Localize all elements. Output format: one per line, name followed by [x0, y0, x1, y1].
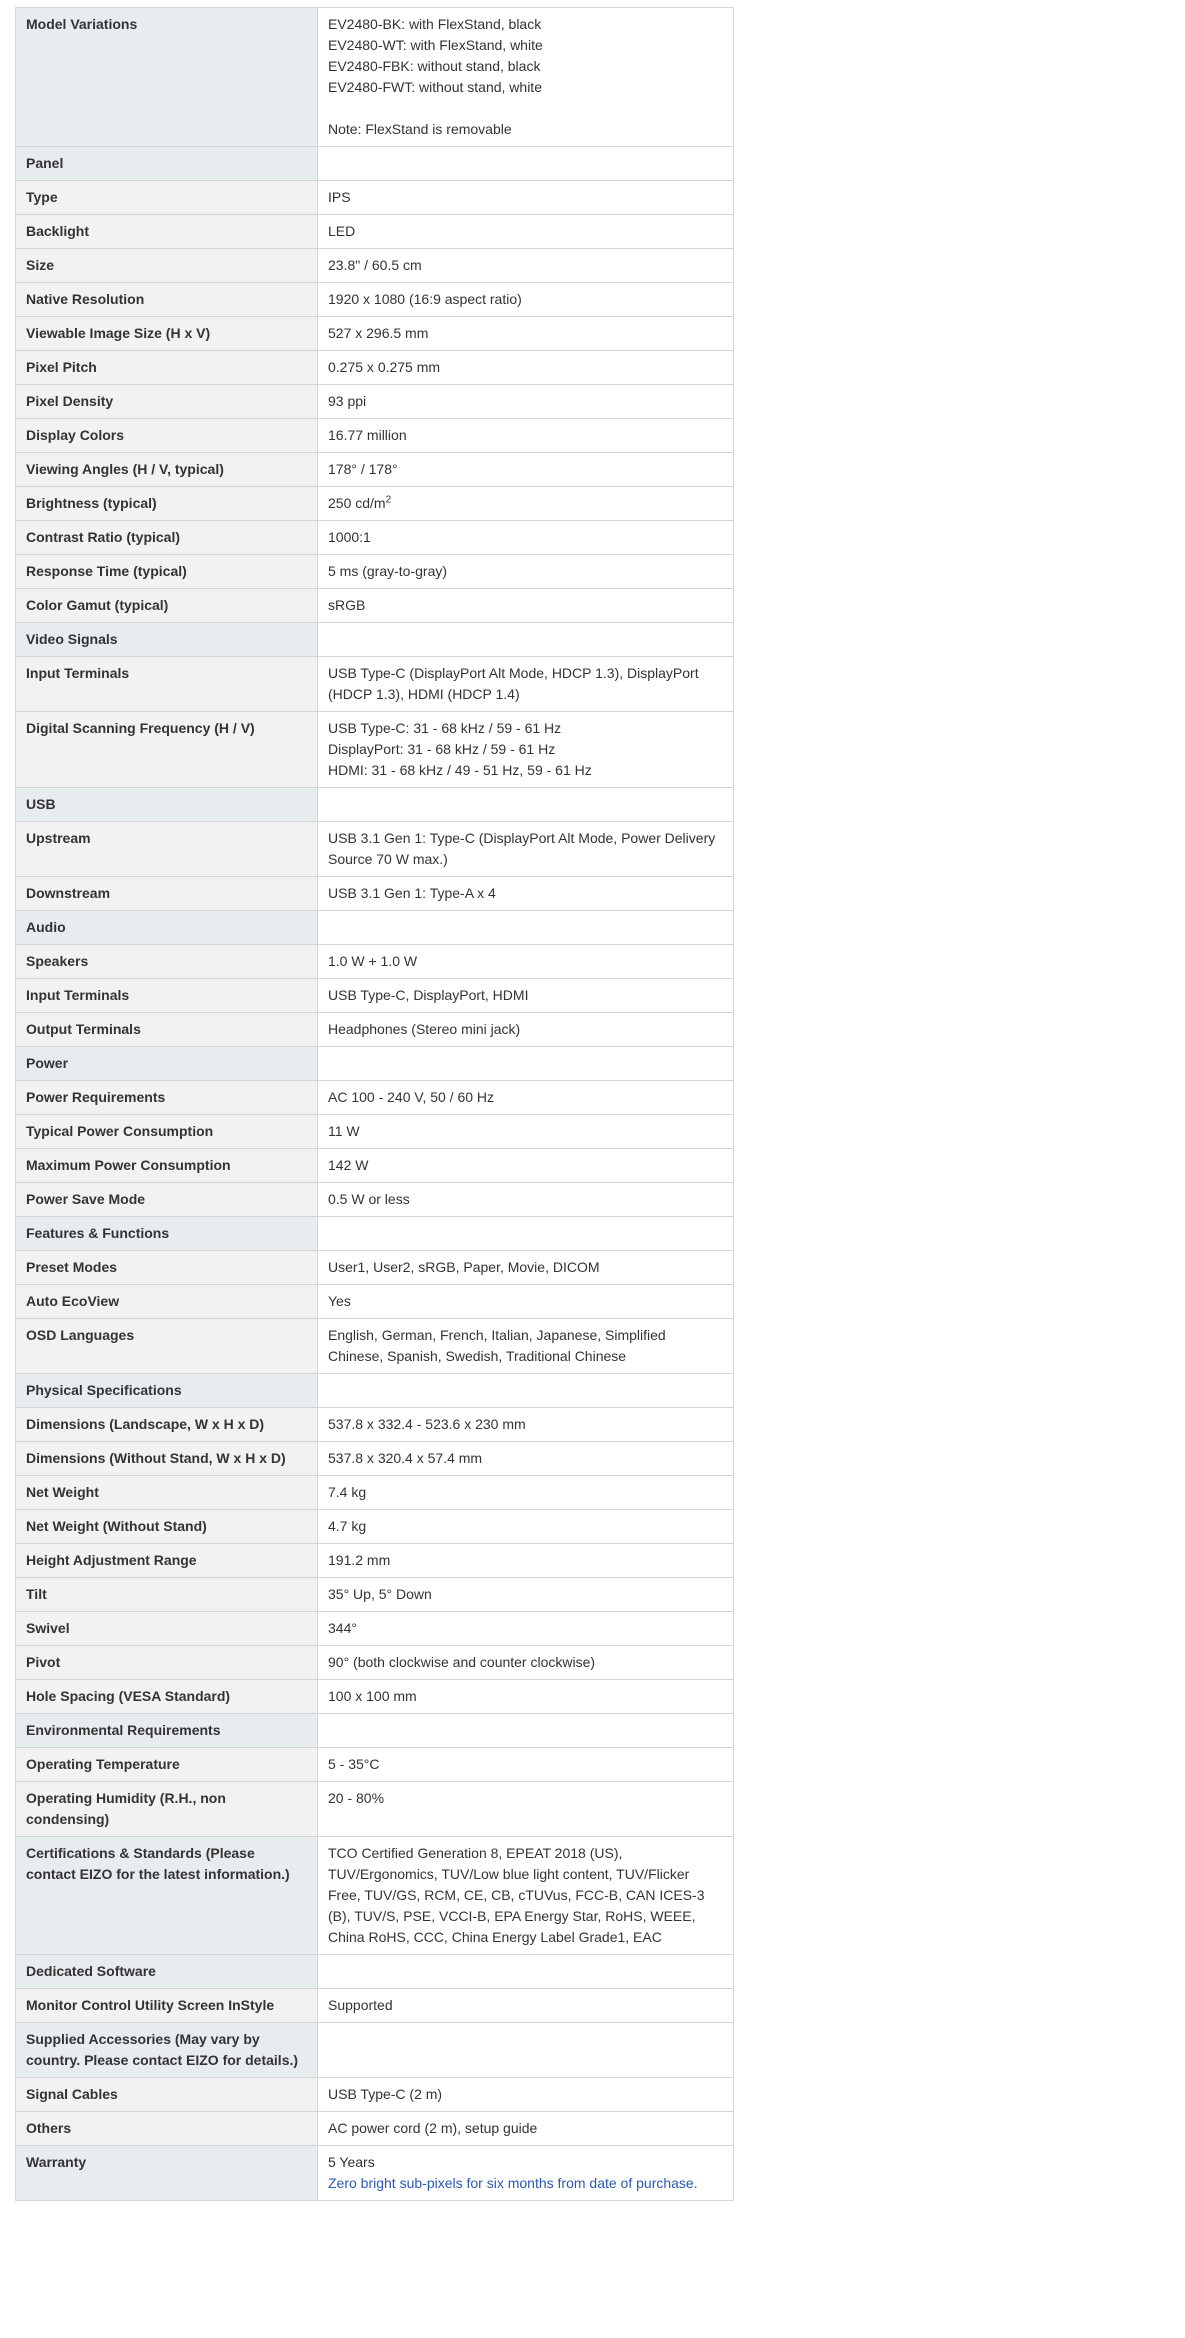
- spec-label: Viewing Angles (H / V, typical): [16, 453, 318, 487]
- spec-value: [318, 1646, 734, 1680]
- value-line: [328, 527, 723, 548]
- value-text: 35° Up, 5° Down: [328, 1586, 432, 1602]
- spec-row-type: [16, 181, 734, 215]
- value-line: [328, 1516, 723, 1537]
- spec-value: [318, 249, 734, 283]
- value-line: [328, 493, 723, 514]
- spec-label: Color Gamut (typical): [16, 589, 318, 623]
- spec-row-operating-temperature: [16, 1748, 734, 1782]
- spec-table-body: [16, 8, 734, 2201]
- spec-row-digital-scanning-frequency-h-v: [16, 712, 734, 788]
- value-text: AC 100 - 240 V, 50 / 60 Hz: [328, 1089, 495, 1105]
- spec-row-model-variations: [16, 8, 734, 147]
- value-text: 0.275 x 0.275 mm: [328, 359, 441, 375]
- spec-row-power-requirements: [16, 1081, 734, 1115]
- value-text: 11 W: [328, 1123, 360, 1139]
- spec-value: [318, 1748, 734, 1782]
- value-text: EV2480-WT: with FlexStand, white: [328, 37, 543, 53]
- value-line: [328, 1550, 723, 1571]
- spec-row-viewing-angles-h-v-typical: [16, 453, 734, 487]
- value-line: [328, 1482, 723, 1503]
- value-line: [328, 1155, 723, 1176]
- spec-row-brightness-typical: [16, 487, 734, 521]
- value-text: 1.0 W + 1.0 W: [328, 953, 418, 969]
- spec-row-backlight: [16, 215, 734, 249]
- value-blank-line: [328, 98, 723, 119]
- spec-value: [318, 1149, 734, 1183]
- spec-value: [318, 317, 734, 351]
- spec-value: [318, 351, 734, 385]
- spec-row-swivel: [16, 1612, 734, 1646]
- spec-label: Power Save Mode: [16, 1183, 318, 1217]
- spec-label: Net Weight: [16, 1476, 318, 1510]
- value-line: [328, 1584, 723, 1605]
- spec-row-height-adjustment-range: [16, 1544, 734, 1578]
- spec-row-tilt: [16, 1578, 734, 1612]
- spec-label: Downstream: [16, 877, 318, 911]
- spec-value: [318, 453, 734, 487]
- value-line: [328, 1885, 723, 1906]
- spec-value: [318, 1319, 734, 1374]
- spec-label: Auto EcoView: [16, 1285, 318, 1319]
- spec-value: [318, 555, 734, 589]
- spec-row-physical-specifications: [16, 1374, 734, 1408]
- value-line: [328, 1189, 723, 1210]
- spec-row-features-functions: [16, 1217, 734, 1251]
- value-text: 0.5 W or less: [328, 1191, 410, 1207]
- value-line: [328, 1864, 723, 1885]
- spec-value: [318, 1680, 734, 1714]
- spec-row-certifications-standards-please-contact-eizo-for-the-latest-information: [16, 1837, 734, 1955]
- value-text: Source 70 W max.): [328, 851, 448, 867]
- spec-row-maximum-power-consumption: [16, 1149, 734, 1183]
- spec-row-power: [16, 1047, 734, 1081]
- spec-label: Monitor Control Utility Screen InStyle: [16, 1989, 318, 2023]
- section-label: Dedicated Software: [16, 1955, 318, 1989]
- value-text: 4.7 kg: [328, 1518, 367, 1534]
- section-label: Features & Functions: [16, 1217, 318, 1251]
- value-text: 23.8" / 60.5 cm: [328, 257, 422, 273]
- spec-label: Swivel: [16, 1612, 318, 1646]
- spec-value: [318, 2146, 734, 2201]
- spec-row-video-signals: [16, 623, 734, 657]
- spec-value: [318, 283, 734, 317]
- section-label: Certifications & Standards (Please contact EIZO for the latest information.): [16, 1837, 318, 1955]
- spec-value: [318, 419, 734, 453]
- spec-label: Signal Cables: [16, 2078, 318, 2112]
- spec-label: Type: [16, 181, 318, 215]
- value-line: [328, 119, 723, 140]
- section-label: Physical Specifications: [16, 1374, 318, 1408]
- spec-label: Contrast Ratio (typical): [16, 521, 318, 555]
- value-text: (HDCP 1.3), HDMI (HDCP 1.4): [328, 686, 520, 702]
- value-text: EV2480-BK: with FlexStand, black: [328, 16, 542, 32]
- value-text: IPS: [328, 189, 351, 205]
- spec-value: [318, 215, 734, 249]
- value-line: [328, 718, 723, 739]
- spec-row-native-resolution: [16, 283, 734, 317]
- value-text: 93 ppi: [328, 393, 367, 409]
- value-line: [328, 77, 723, 98]
- spec-row-operating-humidity-r-h-non-condensing: [16, 1782, 734, 1837]
- spec-row-upstream: [16, 822, 734, 877]
- value-text: 5 Years: [328, 2154, 375, 2170]
- value-text: USB 3.1 Gen 1: Type-A x 4: [328, 885, 496, 901]
- value-text: 537.8 x 320.4 x 57.4 mm: [328, 1450, 483, 1466]
- spec-label: Native Resolution: [16, 283, 318, 317]
- spec-label: Pixel Density: [16, 385, 318, 419]
- value-line: [328, 1618, 723, 1639]
- value-line: [328, 1927, 723, 1948]
- spec-value: [318, 911, 734, 945]
- spec-label: Typical Power Consumption: [16, 1115, 318, 1149]
- spec-value: [318, 1251, 734, 1285]
- value-line: [328, 1087, 723, 1108]
- value-text: Yes: [328, 1293, 351, 1309]
- spec-value: [318, 1013, 734, 1047]
- spec-label: Operating Humidity (R.H., non condensing): [16, 1782, 318, 1837]
- value-text: 1920 x 1080 (16:9 aspect ratio): [328, 291, 522, 307]
- spec-row-response-time-typical: [16, 555, 734, 589]
- spec-row-pixel-density: [16, 385, 734, 419]
- value-text: USB Type-C: 31 - 68 kHz / 59 - 61 Hz: [328, 720, 562, 736]
- spec-label: Height Adjustment Range: [16, 1544, 318, 1578]
- value-text: User1, User2, sRGB, Paper, Movie, DICOM: [328, 1259, 600, 1275]
- spec-row-warranty: [16, 2146, 734, 2201]
- spec-row-dimensions-landscape-w-x-h-x-d: [16, 1408, 734, 1442]
- spec-row-preset-modes: [16, 1251, 734, 1285]
- spec-value: [318, 2078, 734, 2112]
- value-text: USB 3.1 Gen 1: Type-C (DisplayPort Alt Mode, Power Delivery: [328, 830, 716, 846]
- spec-label: Pivot: [16, 1646, 318, 1680]
- spec-row-contrast-ratio-typical: [16, 521, 734, 555]
- spec-value: [318, 788, 734, 822]
- value-text: Supported: [328, 1997, 393, 2013]
- value-text: (B), TUV/S, PSE, VCCI-B, EPA Energy Star, RoHS, WEEE,: [328, 1908, 696, 1924]
- spec-row-osd-languages: [16, 1319, 734, 1374]
- value-text: 178° / 178°: [328, 461, 398, 477]
- value-line: [328, 1843, 723, 1864]
- section-label: Supplied Accessories (May vary by country. Please contact EIZO for details.): [16, 2023, 318, 2078]
- spec-label: Operating Temperature: [16, 1748, 318, 1782]
- spec-row-color-gamut-typical: [16, 589, 734, 623]
- spec-label: Viewable Image Size (H x V): [16, 317, 318, 351]
- value-text: TCO Certified Generation 8, EPEAT 2018 (US),: [328, 1845, 623, 1861]
- spec-label: Pixel Pitch: [16, 351, 318, 385]
- spec-value: [318, 945, 734, 979]
- spec-row-output-terminals: [16, 1013, 734, 1047]
- value-line: [328, 391, 723, 412]
- spec-row-environmental-requirements: [16, 1714, 734, 1748]
- spec-label: Others: [16, 2112, 318, 2146]
- spec-value: [318, 1578, 734, 1612]
- spec-label: Preset Modes: [16, 1251, 318, 1285]
- value-text: USB Type-C, DisplayPort, HDMI: [328, 987, 529, 1003]
- spec-label: Backlight: [16, 215, 318, 249]
- value-text: Free, TUV/GS, RCM, CE, CB, cTUVus, FCC-B, CAN ICES-3: [328, 1887, 705, 1903]
- spec-label: Net Weight (Without Stand): [16, 1510, 318, 1544]
- value-text: EV2480-FWT: without stand, white: [328, 79, 542, 95]
- value-line: [328, 1788, 723, 1809]
- value-line: [328, 1346, 723, 1367]
- value-line: [328, 684, 723, 705]
- value-line: [328, 323, 723, 344]
- spec-row-usb: [16, 788, 734, 822]
- value-text: 1000:1: [328, 529, 371, 545]
- spec-value: [318, 1081, 734, 1115]
- value-text: AC power cord (2 m), setup guide: [328, 2120, 538, 2136]
- spec-row-display-colors: [16, 419, 734, 453]
- spec-label: Response Time (typical): [16, 555, 318, 589]
- spec-value: [318, 1408, 734, 1442]
- value-text: 537.8 x 332.4 - 523.6 x 230 mm: [328, 1416, 526, 1432]
- value-line: [328, 1906, 723, 1927]
- warranty-link[interactable]: Zero bright sub-pixels for six months from date of purchase.: [328, 2175, 698, 2191]
- spec-label: Display Colors: [16, 419, 318, 453]
- section-label: Model Variations: [16, 8, 318, 147]
- spec-value: [318, 8, 734, 147]
- value-line: [328, 828, 723, 849]
- spec-row-pixel-pitch: [16, 351, 734, 385]
- spec-label: Speakers: [16, 945, 318, 979]
- spec-label: Dimensions (Landscape, W x H x D): [16, 1408, 318, 1442]
- spec-value: [318, 1476, 734, 1510]
- value-line: [328, 561, 723, 582]
- value-text: China RoHS, CCC, China Energy Label Grade1, EAC: [328, 1929, 662, 1945]
- value-line: [328, 739, 723, 760]
- spec-value: [318, 487, 734, 521]
- spec-value: [318, 1544, 734, 1578]
- section-label: Power: [16, 1047, 318, 1081]
- spec-row-net-weight-without-stand: [16, 1510, 734, 1544]
- spec-value: [318, 1442, 734, 1476]
- spec-value: [318, 1955, 734, 1989]
- spec-row-others: [16, 2112, 734, 2146]
- value-line: [328, 2084, 723, 2105]
- value-line: [328, 595, 723, 616]
- spec-value: [318, 521, 734, 555]
- value-text: 5 ms (gray-to-gray): [328, 563, 448, 579]
- value-line: [328, 1686, 723, 1707]
- value-line: [328, 2118, 723, 2139]
- spec-row-panel: [16, 147, 734, 181]
- section-label: Panel: [16, 147, 318, 181]
- value-line: [328, 2152, 723, 2173]
- value-text: 344°: [328, 1620, 357, 1636]
- spec-value: [318, 712, 734, 788]
- value-text: DisplayPort: 31 - 68 kHz / 59 - 61 Hz: [328, 741, 556, 757]
- spec-value: [318, 589, 734, 623]
- value-text: 20 - 80%: [328, 1790, 385, 1806]
- spec-label: OSD Languages: [16, 1319, 318, 1374]
- value-text: TUV/Ergonomics, TUV/Low blue light content, TUV/Flicker: [328, 1866, 690, 1882]
- value-line: [328, 1754, 723, 1775]
- value-text: 7.4 kg: [328, 1484, 367, 1500]
- spec-label: Tilt: [16, 1578, 318, 1612]
- value-text: sRGB: [328, 597, 366, 613]
- value-text: EV2480-FBK: without stand, black: [328, 58, 541, 74]
- section-label: Environmental Requirements: [16, 1714, 318, 1748]
- value-line: [328, 221, 723, 242]
- spec-value: [318, 657, 734, 712]
- value-line: [328, 1291, 723, 1312]
- spec-value: [318, 623, 734, 657]
- value-text: 191.2 mm: [328, 1552, 391, 1568]
- spec-label: Brightness (typical): [16, 487, 318, 521]
- value-line: [328, 1019, 723, 1040]
- spec-label: Size: [16, 249, 318, 283]
- spec-value: [318, 2112, 734, 2146]
- spec-value: [318, 1115, 734, 1149]
- spec-value: [318, 1714, 734, 1748]
- value-text: LED: [328, 223, 356, 239]
- spec-label: Input Terminals: [16, 979, 318, 1013]
- value-text: 5 - 35°C: [328, 1756, 380, 1772]
- spec-value: [318, 385, 734, 419]
- value-line: [328, 849, 723, 870]
- spec-row-downstream: [16, 877, 734, 911]
- value-line: [328, 425, 723, 446]
- spec-row-speakers: [16, 945, 734, 979]
- spec-row-supplied-accessories-may-vary-by-country-please-contact-eizo-for-details: [16, 2023, 734, 2078]
- value-line: [328, 1121, 723, 1142]
- value-line: [328, 255, 723, 276]
- spec-label: Output Terminals: [16, 1013, 318, 1047]
- value-text: 100 x 100 mm: [328, 1688, 417, 1704]
- spec-label: Upstream: [16, 822, 318, 877]
- spec-row-signal-cables: [16, 2078, 734, 2112]
- value-text: Chinese, Spanish, Swedish, Traditional Chinese: [328, 1348, 627, 1364]
- spec-value: [318, 979, 734, 1013]
- spec-row-input-terminals: [16, 979, 734, 1013]
- spec-row-auto-ecoview: [16, 1285, 734, 1319]
- spec-value: [318, 2023, 734, 2078]
- value-text: 527 x 296.5 mm: [328, 325, 429, 341]
- spec-row-size: [16, 249, 734, 283]
- value-line: [328, 883, 723, 904]
- value-line: [328, 1325, 723, 1346]
- value-line: [328, 760, 723, 781]
- value-line: [328, 187, 723, 208]
- spec-row-audio: [16, 911, 734, 945]
- section-label: Video Signals: [16, 623, 318, 657]
- section-label: Warranty: [16, 2146, 318, 2201]
- spec-label: Maximum Power Consumption: [16, 1149, 318, 1183]
- value-text: USB Type-C (2 m): [328, 2086, 443, 2102]
- spec-label: Hole Spacing (VESA Standard): [16, 1680, 318, 1714]
- spec-row-input-terminals: [16, 657, 734, 712]
- spec-value: [318, 877, 734, 911]
- spec-value: [318, 1374, 734, 1408]
- value-line: [328, 459, 723, 480]
- value-line: [328, 1257, 723, 1278]
- spec-value: [318, 1989, 734, 2023]
- spec-row-power-save-mode: [16, 1183, 734, 1217]
- value-line: [328, 56, 723, 77]
- value-text: 90° (both clockwise and counter clockwise): [328, 1654, 596, 1670]
- spec-value: [318, 1285, 734, 1319]
- value-text: 250 cd/m: [328, 495, 386, 511]
- value-text: Note: FlexStand is removable: [328, 121, 512, 137]
- spec-row-typical-power-consumption: [16, 1115, 734, 1149]
- spec-label: Dimensions (Without Stand, W x H x D): [16, 1442, 318, 1476]
- spec-value: [318, 1047, 734, 1081]
- spec-row-dedicated-software: [16, 1955, 734, 1989]
- spec-value: [318, 147, 734, 181]
- spec-value: [318, 822, 734, 877]
- value-line: [328, 1652, 723, 1673]
- spec-row-net-weight: [16, 1476, 734, 1510]
- value-line: [328, 35, 723, 56]
- spec-label: Input Terminals: [16, 657, 318, 712]
- spec-value: [318, 1837, 734, 1955]
- value-text: HDMI: 31 - 68 kHz / 49 - 51 Hz, 59 - 61 Hz: [328, 762, 592, 778]
- value-line: [328, 1414, 723, 1435]
- spec-value: [318, 1612, 734, 1646]
- value-line: [328, 14, 723, 35]
- spec-label: Power Requirements: [16, 1081, 318, 1115]
- value-line: [328, 357, 723, 378]
- value-text: 142 W: [328, 1157, 369, 1173]
- value-text: USB Type-C (DisplayPort Alt Mode, HDCP 1.3), DisplayPort: [328, 665, 699, 681]
- value-line: [328, 1995, 723, 2016]
- section-label: Audio: [16, 911, 318, 945]
- spec-value: [318, 1782, 734, 1837]
- spec-row-monitor-control-utility-screen-instyle: [16, 1989, 734, 2023]
- spec-row-hole-spacing-vesa-standard: [16, 1680, 734, 1714]
- section-label: USB: [16, 788, 318, 822]
- spec-row-dimensions-without-stand-w-x-h-x-d: [16, 1442, 734, 1476]
- value-text: Headphones (Stereo mini jack): [328, 1021, 521, 1037]
- value-line: [328, 1448, 723, 1469]
- value-line: [328, 289, 723, 310]
- spec-label: Digital Scanning Frequency (H / V): [16, 712, 318, 788]
- value-line: [328, 985, 723, 1006]
- spec-row-pivot: [16, 1646, 734, 1680]
- superscript: 2: [385, 494, 392, 506]
- spec-value: [318, 1510, 734, 1544]
- spec-value: [318, 1217, 734, 1251]
- value-text: English, German, French, Italian, Japanese, Simplified: [328, 1327, 666, 1343]
- spec-value: [318, 1183, 734, 1217]
- value-line: [328, 663, 723, 684]
- spec-table: [15, 7, 734, 2201]
- spec-value: [318, 181, 734, 215]
- spec-row-viewable-image-size-h-x-v: [16, 317, 734, 351]
- value-text: 16.77 million: [328, 427, 407, 443]
- value-line: [328, 951, 723, 972]
